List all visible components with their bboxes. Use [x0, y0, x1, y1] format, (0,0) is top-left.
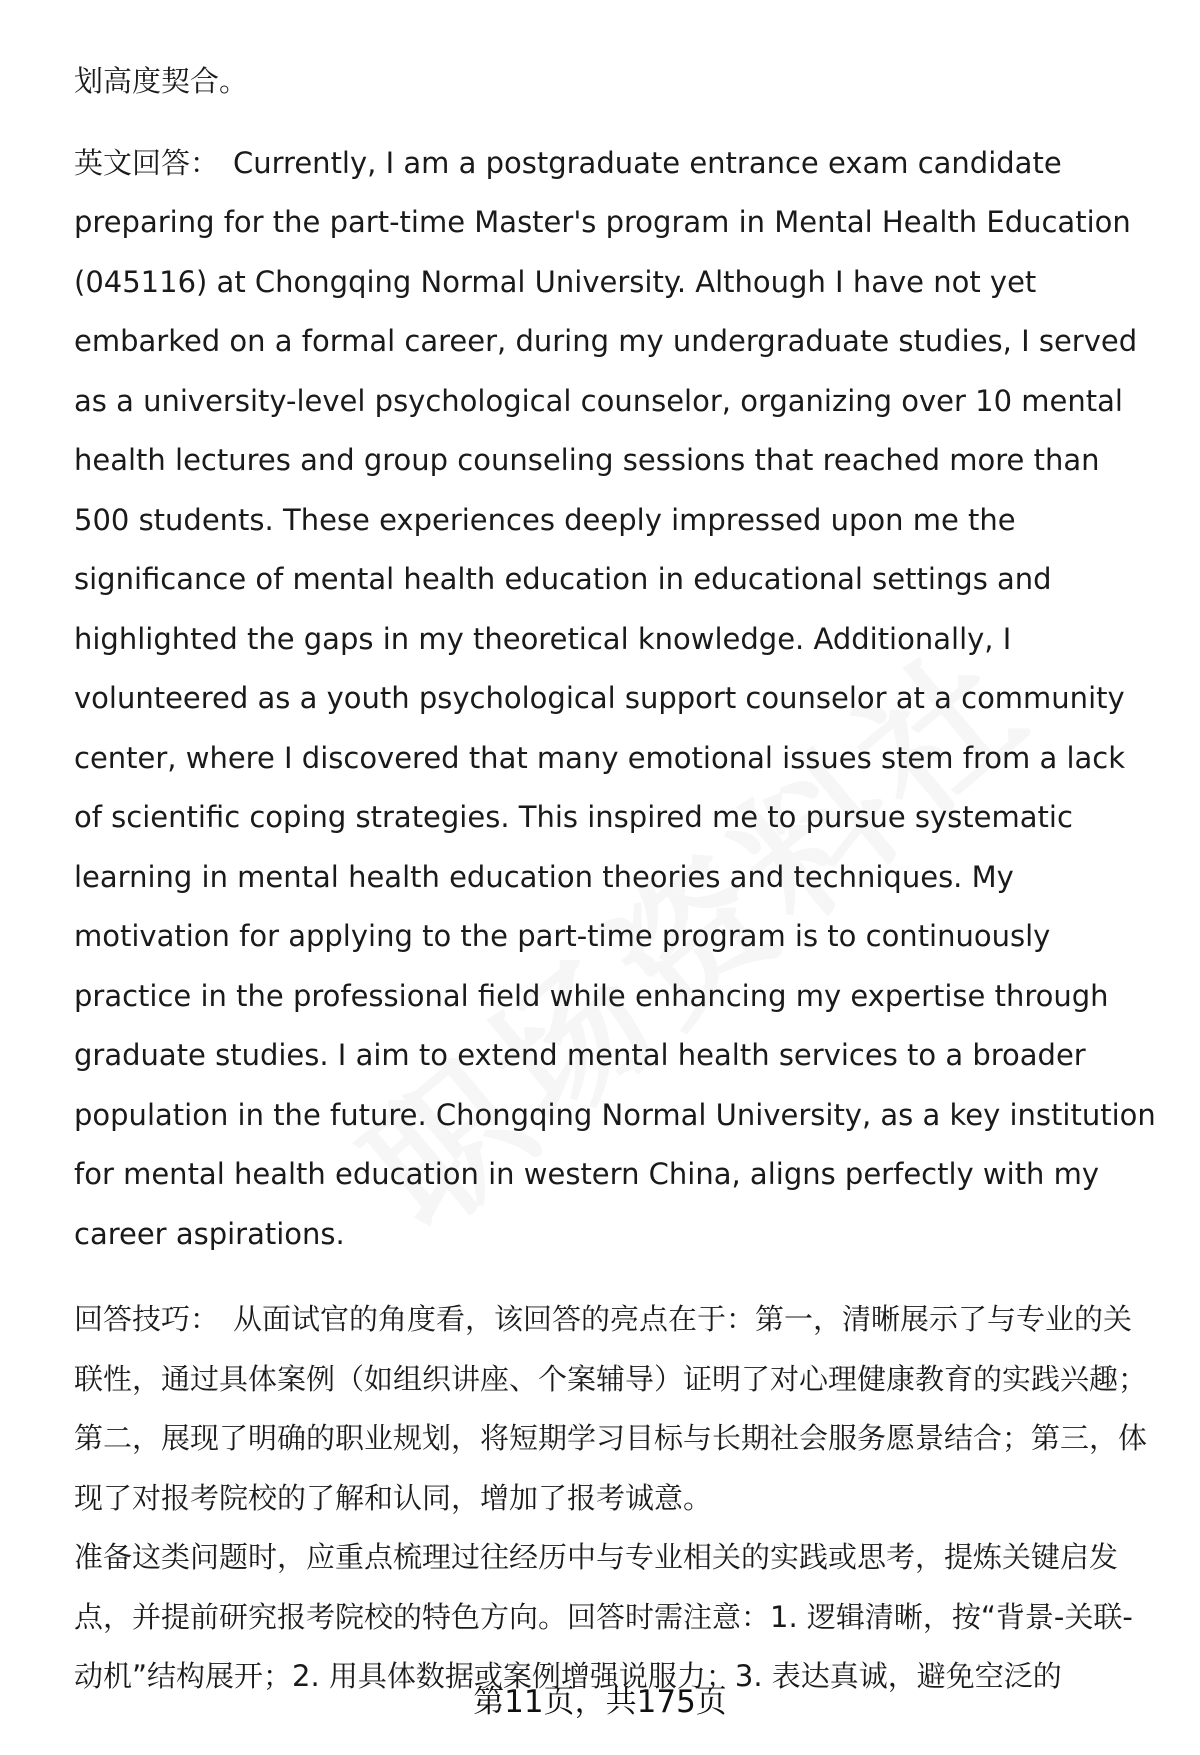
answer-tips-label: 回答技巧： — [74, 1302, 220, 1336]
paragraph-preparation-advice: 准备这类问题时，应重点梳理过往经历中与专业相关的实践或思考，提炼关键启发点，并提前研究报考院校的特色方向。回答时需注意：1. 逻辑清晰，按“背景-关联-动机”结构展开；2. 用具体数据或案例增强说服力；3. 表达真诚，避免空泛的 — [74, 1540, 1133, 1693]
document-body — [74, 52, 1160, 1707]
paragraph-english-answer — [74, 134, 1160, 1265]
english-answer-text: Currently, I am a postgraduate entrance exam candidate preparing for the part-time Master's program in Mental Health Education (045116) at Chongqing Normal University. Although I have not yet embarked on a formal career, during my undergraduate studies, I served as a university-level psychological counselor, organizing over 10 mental health lectures and group counseling sessions that reached more than 500 students. These experiences deeply impressed upon me the significance of mental health education in educational settings and highlighted the gaps in my theoretical knowledge. Additionally, I volunteered as a youth psychological support counselor at a community center, where I discovered that many emotional issues stem from a lack of scientific coping strategies. This inspired me to pursue systematic learning in mental health education theories and techniques. My motivation for applying to the part-time program is to continuously practice in the professional field while enhancing my expertise through graduate studies. I aim to extend mental health services to a broader population in the future. Chongqing Normal University, as a key institution for mental health education in western China, aligns perfectly with my career aspirations. — [74, 145, 1156, 1251]
page-number-footer: 第11页，共175页 — [473, 1684, 727, 1720]
paragraph-answer-tips — [74, 1290, 1160, 1528]
paragraph-continuation: 划高度契合。 — [74, 64, 249, 98]
answer-tips-text: 从面试官的角度看，该回答的亮点在于：第一，清晰展示了与专业的关联性，通过具体案例（如组织讲座、个案辅导）证明了对心理健康教育的实践兴趣；第二，展现了明确的职业规划，将短期学习目标与长期社会服务愿景结合；第三，体现了对报考院校的了解和认同，增加了报考诚意。 — [74, 1302, 1148, 1515]
english-answer-label: 英文回答： — [74, 145, 220, 180]
